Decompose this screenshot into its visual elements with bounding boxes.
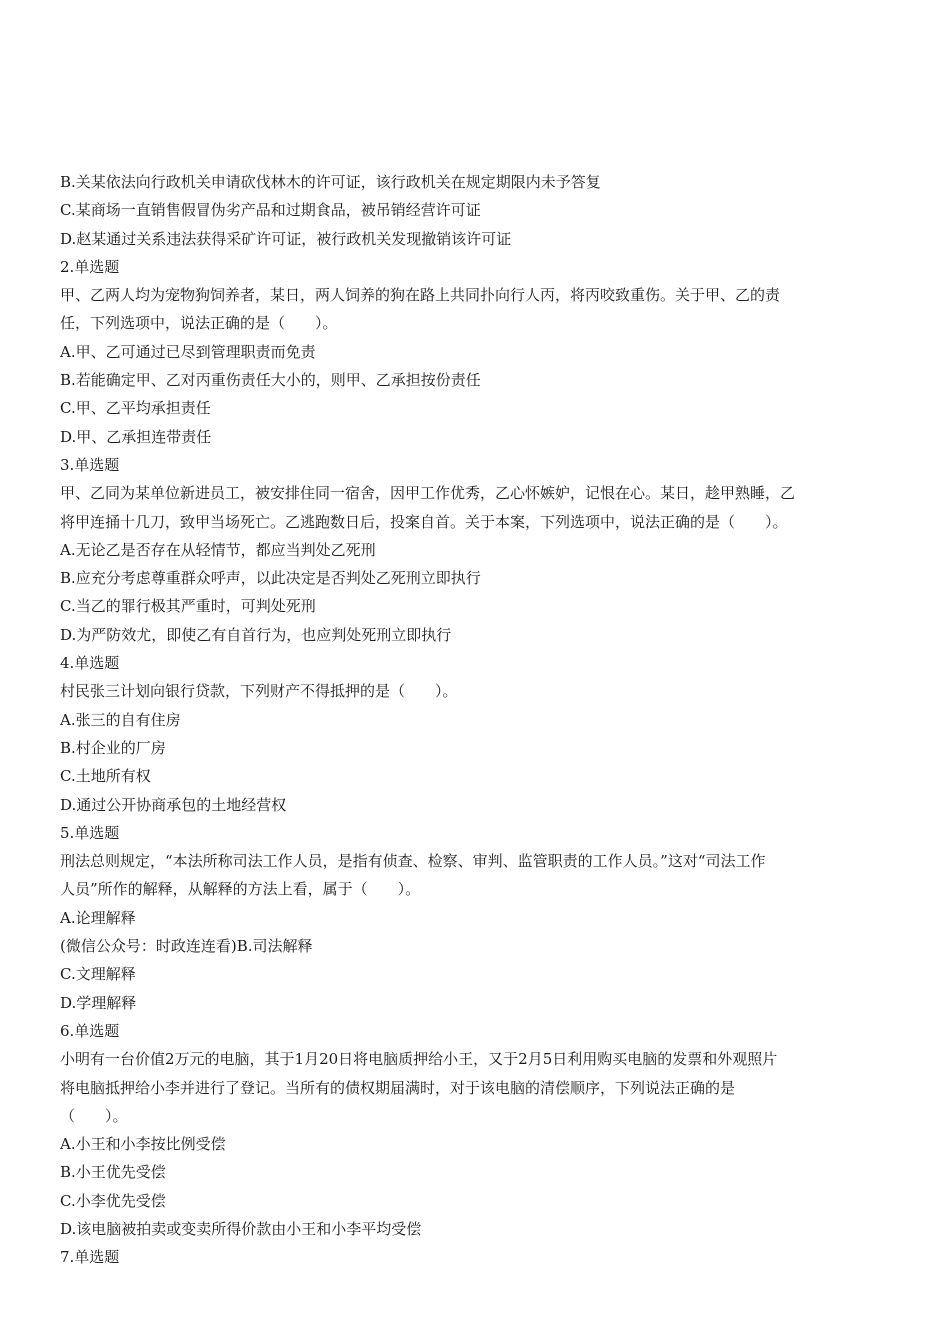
q1-option-b: B.关某依法向行政机关申请砍伐林木的许可证，该行政机关在规定期限内未予答复 — [60, 173, 601, 191]
q6-option-c: C.小李优先受偿 — [60, 1191, 166, 1210]
q1-option-d: D.赵某通过关系违法获得采矿许可证，被行政机关发现撤销该许可证 — [60, 229, 512, 248]
q6-heading: 6.单选题 — [60, 1021, 120, 1040]
q2-option-b: B.若能确定甲、乙对丙重伤责任大小的，则甲、乙承担按份责任 — [60, 371, 481, 390]
q2-option-c: C.甲、乙平均承担责任 — [60, 399, 211, 418]
q6-stem-line-3: （ ）。 — [60, 1106, 128, 1125]
q3-option-d: D.为严防效尤，即使乙有自首行为，也应判处死刑立即执行 — [60, 625, 452, 644]
q3-stem-line-1: 甲、乙同为某单位新进员工，被安排住同一宿舍，因甲工作优秀，乙心怀嫉妒，记恨在心。某日，趁甲熟睡，乙 — [60, 484, 796, 503]
q4-option-c: C.土地所有权 — [60, 767, 151, 786]
q3-heading: 3.单选题 — [60, 455, 120, 474]
q5-stem-line-2: 人员”所作的解释，从解释的方法上看，属于（ ）。 — [60, 880, 421, 899]
q2-option-a: A.甲、乙可通过已尽到管理职责而免责 — [60, 342, 316, 361]
q5-option-b: (微信公众号：时政连连看)B.司法解释 — [60, 937, 313, 956]
q2-stem-line-2: 任，下列选项中，说法正确的是（ ）。 — [60, 314, 338, 333]
q6-option-d: D.该电脑被拍卖或变卖所得价款由小王和小李平均受偿 — [60, 1219, 422, 1238]
q5-stem-line-1: 刑法总则规定，“本法所称司法工作人员，是指有侦查、检察、审判、监管职责的工作人员。”这对“司法工作 — [60, 852, 766, 871]
q4-heading: 4.单选题 — [60, 654, 120, 673]
q3-option-c: C.当乙的罪行极其严重时，可判处死刑 — [60, 597, 316, 616]
q4-option-d: D.通过公开协商承包的土地经营权 — [60, 795, 287, 814]
q6-option-b: B.小王优先受偿 — [60, 1163, 166, 1182]
q3-option-a: A.无论乙是否存在从轻情节，都应当判处乙死刑 — [60, 540, 376, 559]
q2-stem-line-1: 甲、乙两人均为宠物狗饲养者，某日，两人饲养的狗在路上共同扑向行人丙，将丙咬致重伤。关于甲、乙的责 — [60, 286, 781, 305]
q7-heading: 7.单选题 — [60, 1248, 120, 1267]
q5-heading: 5.单选题 — [60, 823, 120, 842]
q5-option-a: A.论理解释 — [60, 908, 136, 927]
q2-heading: 2.单选题 — [60, 257, 120, 276]
q4-stem-line-1: 村民张三计划向银行贷款，下列财产不得抵押的是（ ）。 — [60, 682, 458, 701]
q6-stem-line-2: 将电脑抵押给小李并进行了登记。当所有的债权期届满时，对于该电脑的清偿顺序，下列说法正确的是 — [60, 1078, 736, 1097]
q5-option-d: D.学理解释 — [60, 993, 137, 1012]
q3-stem-line-2: 将甲连捅十几刀，致甲当场死亡。乙逃跑数日后，投案自首。关于本案，下列选项中，说法正确的是（ ）。 — [60, 512, 788, 531]
q2-option-d: D.甲、乙承担连带责任 — [60, 427, 212, 446]
q6-option-a: A.小王和小李按比例受偿 — [60, 1135, 226, 1154]
q5-option-c: C.文理解释 — [60, 965, 136, 984]
q1-option-c: C.某商场一直销售假冒伪劣产品和过期食品，被吊销经营许可证 — [60, 201, 481, 220]
q4-option-b: B.村企业的厂房 — [60, 738, 166, 757]
question-list — [60, 168, 895, 1272]
q6-stem-line-1: 小明有一台价值2万元的电脑，其于1月20日将电脑质押给小王，又于2月5日利用购买电脑的发票和外观照片 — [60, 1050, 778, 1069]
q3-option-b: B.应充分考虑尊重群众呼声，以此决定是否判处乙死刑立即执行 — [60, 569, 481, 588]
q4-option-a: A.张三的自有住房 — [60, 710, 181, 729]
